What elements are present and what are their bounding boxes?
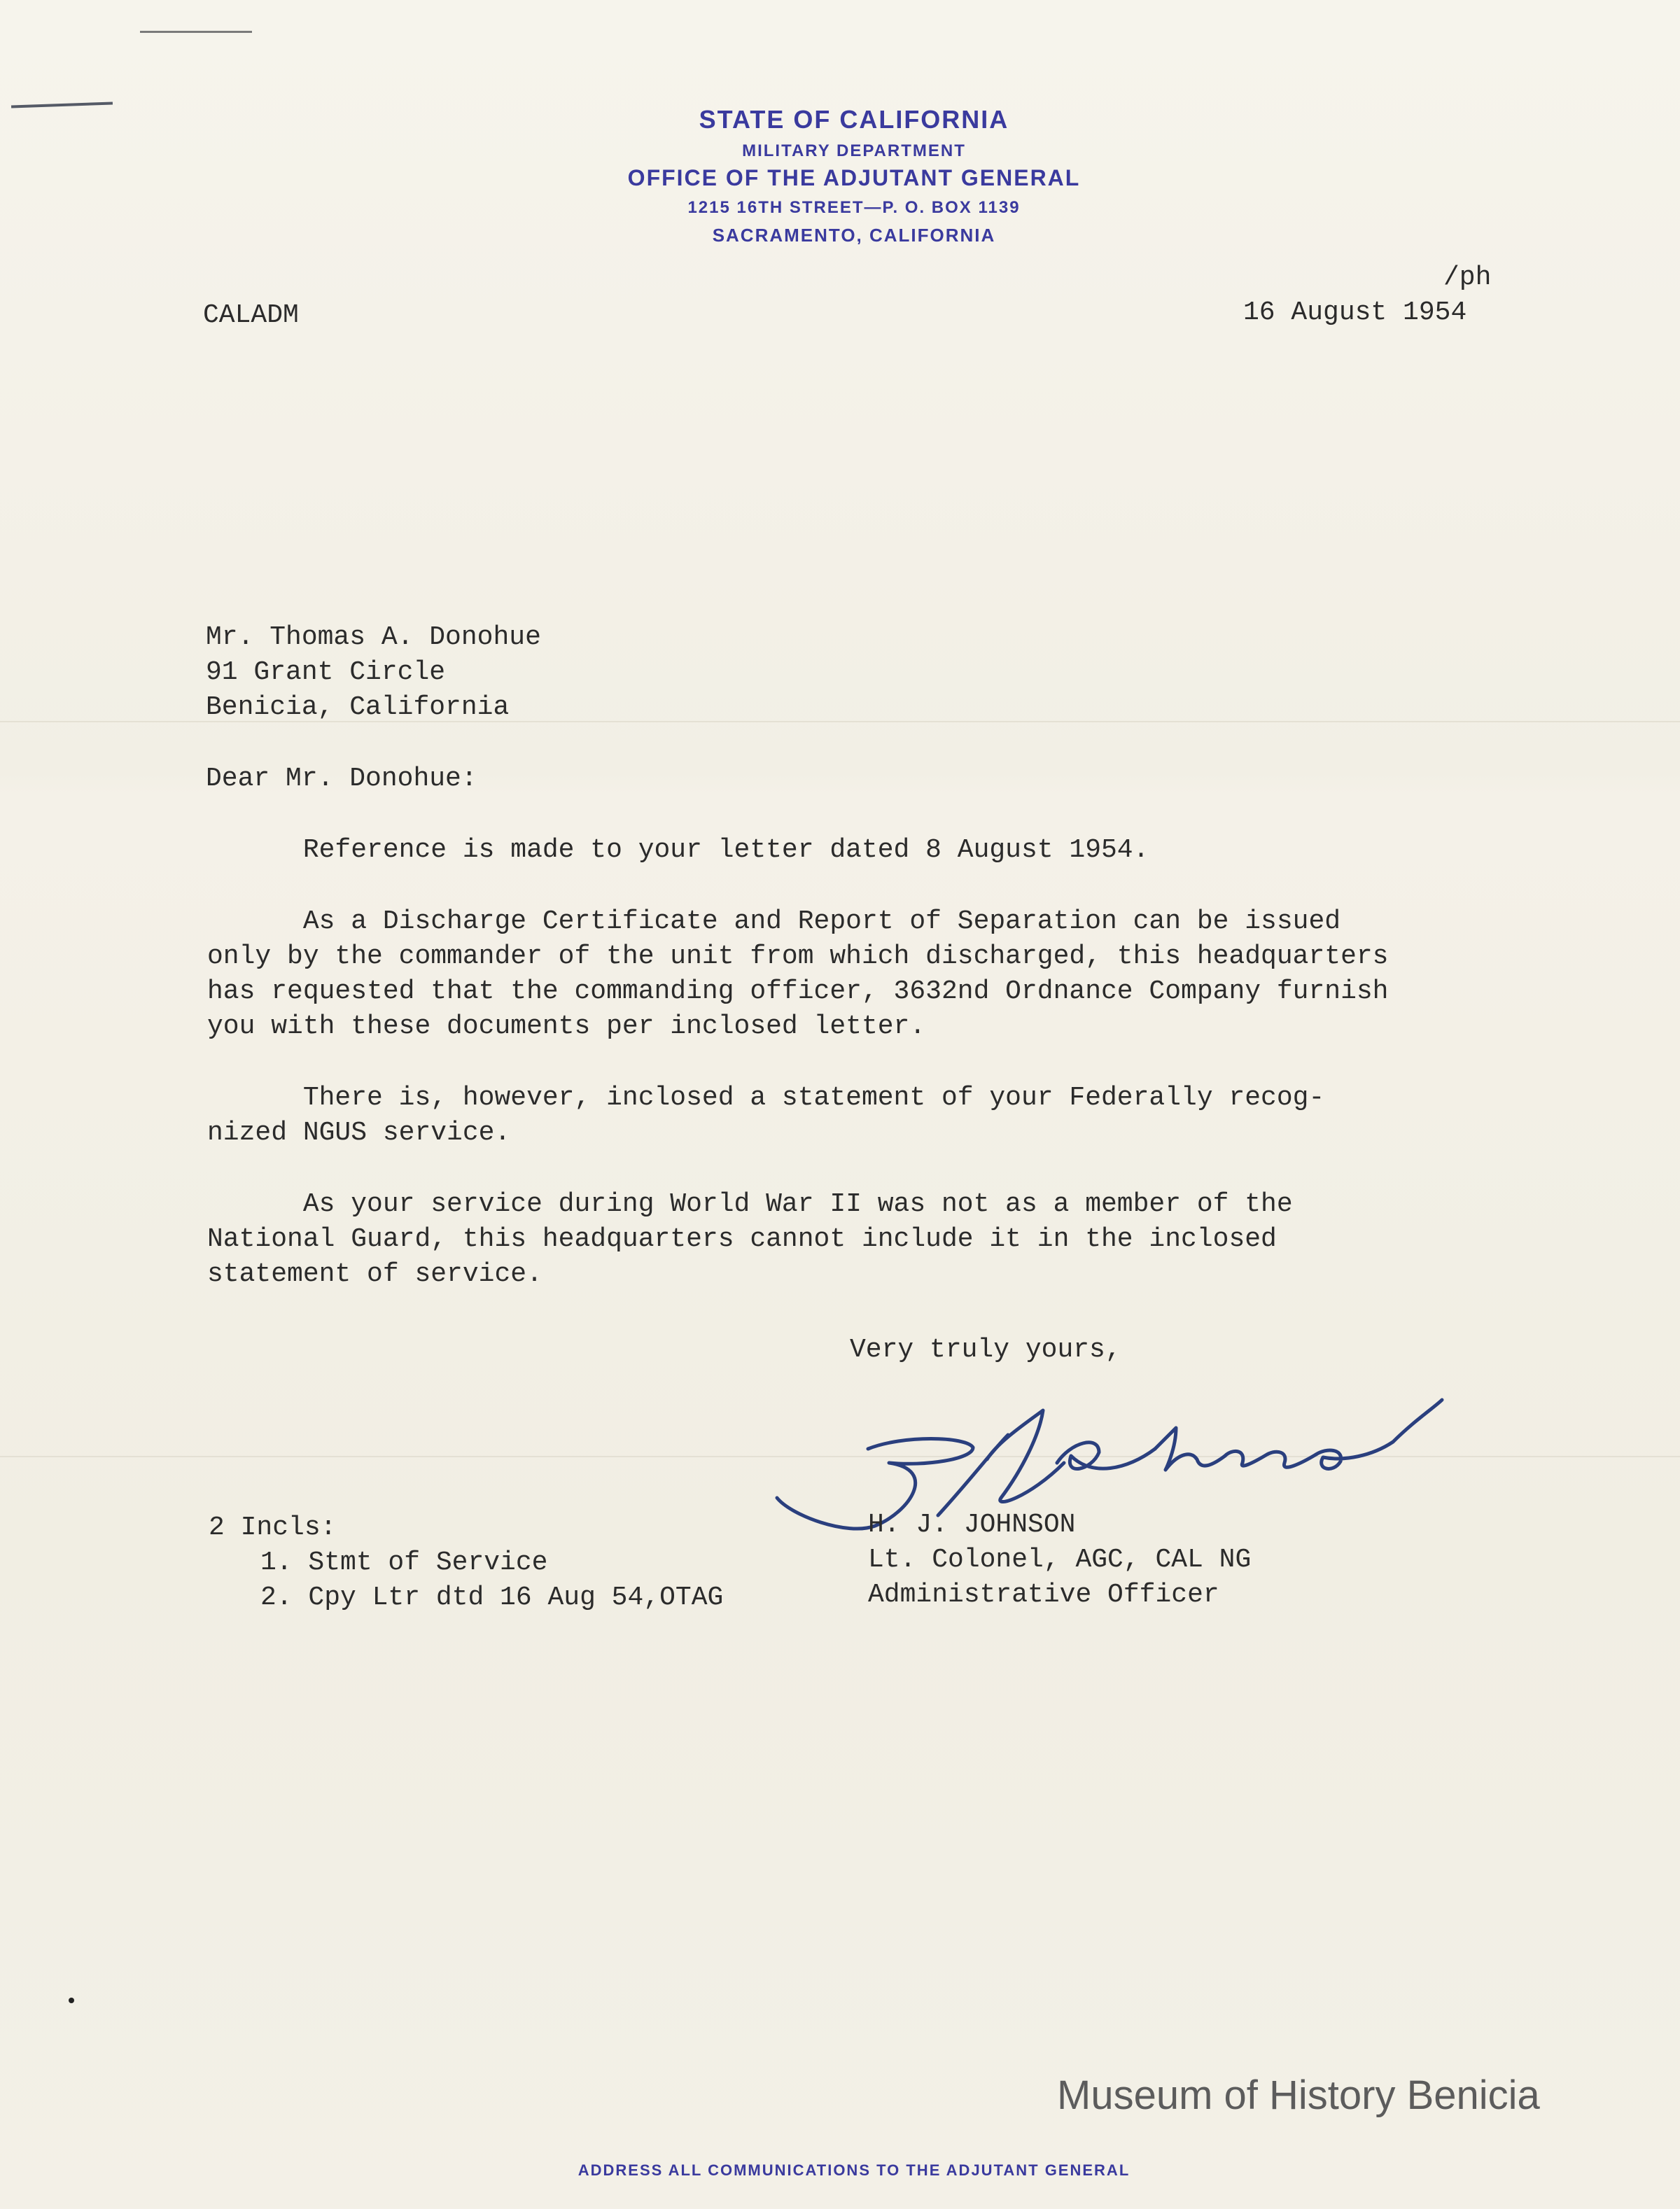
- body-paragraph: [207, 1081, 1324, 1151]
- letterhead-street: 1215 16TH STREET—P. O. BOX 1139: [687, 198, 1021, 217]
- body-paragraph: [207, 1187, 1293, 1292]
- letterhead-footer: ADDRESS ALL COMMUNICATIONS TO THE ADJUTANT GENERAL: [578, 2161, 1130, 2179]
- body-line: statement of service.: [207, 1259, 542, 1289]
- letterhead-department: MILITARY DEPARTMENT: [742, 141, 966, 160]
- letter-date: 16 August 1954: [1243, 297, 1467, 328]
- recipient-street: 91 Grant Circle: [206, 657, 446, 687]
- recipient-name: Mr. Thomas A. Donohue: [206, 622, 541, 652]
- letterhead: [0, 105, 1680, 246]
- ink-dot: [69, 1998, 74, 2003]
- signer-title: Administrative Officer: [868, 1580, 1219, 1610]
- letterhead-city: SACRAMENTO, CALIFORNIA: [712, 225, 996, 246]
- letterhead-state: STATE OF CALIFORNIA: [699, 105, 1009, 134]
- body-line: As your service during World War II was not as a member of the: [207, 1189, 1293, 1219]
- closing: Very truly yours,: [850, 1335, 1121, 1365]
- body-line: Reference is made to your letter dated 8 August 1954.: [207, 835, 1149, 865]
- enclosures-heading: 2 Incls:: [209, 1513, 337, 1543]
- enclosure-item: 1. Stmt of Service: [260, 1548, 548, 1578]
- file-code: CALADM: [203, 300, 299, 330]
- body-line: only by the commander of the unit from which discharged, this headquarters: [207, 941, 1389, 972]
- body-paragraph: [207, 904, 1388, 1044]
- body-line: National Guard, this headquarters cannot include it in the inclosed: [207, 1224, 1277, 1254]
- museum-watermark: Museum of History Benicia: [1057, 2073, 1540, 2118]
- body-line: you with these documents per inclosed letter.: [207, 1011, 926, 1042]
- staple-mark: [140, 31, 252, 33]
- body-line: As a Discharge Certificate and Report of Separation can be issued: [207, 906, 1341, 937]
- body-line: nized NGUS service.: [207, 1118, 511, 1148]
- recipient-city: Benicia, California: [206, 692, 510, 722]
- signer-rank: Lt. Colonel, AGC, CAL NG: [868, 1545, 1252, 1575]
- letterhead-office: OFFICE OF THE ADJUTANT GENERAL: [627, 165, 1081, 190]
- signer-name: H. J. JOHNSON: [868, 1510, 1076, 1540]
- body-line: has requested that the commanding officer, 3632nd Ordnance Company furnish: [207, 976, 1389, 1007]
- signature-image: [763, 1393, 1456, 1540]
- typist-initials: /ph: [1443, 262, 1492, 293]
- body-line: There is, however, inclosed a statement of your Federally recog-: [207, 1083, 1325, 1113]
- salutation: Dear Mr. Donohue:: [206, 764, 477, 794]
- enclosure-item: 2. Cpy Ltr dtd 16 Aug 54,OTAG: [260, 1583, 724, 1613]
- body-paragraph: [207, 833, 1149, 868]
